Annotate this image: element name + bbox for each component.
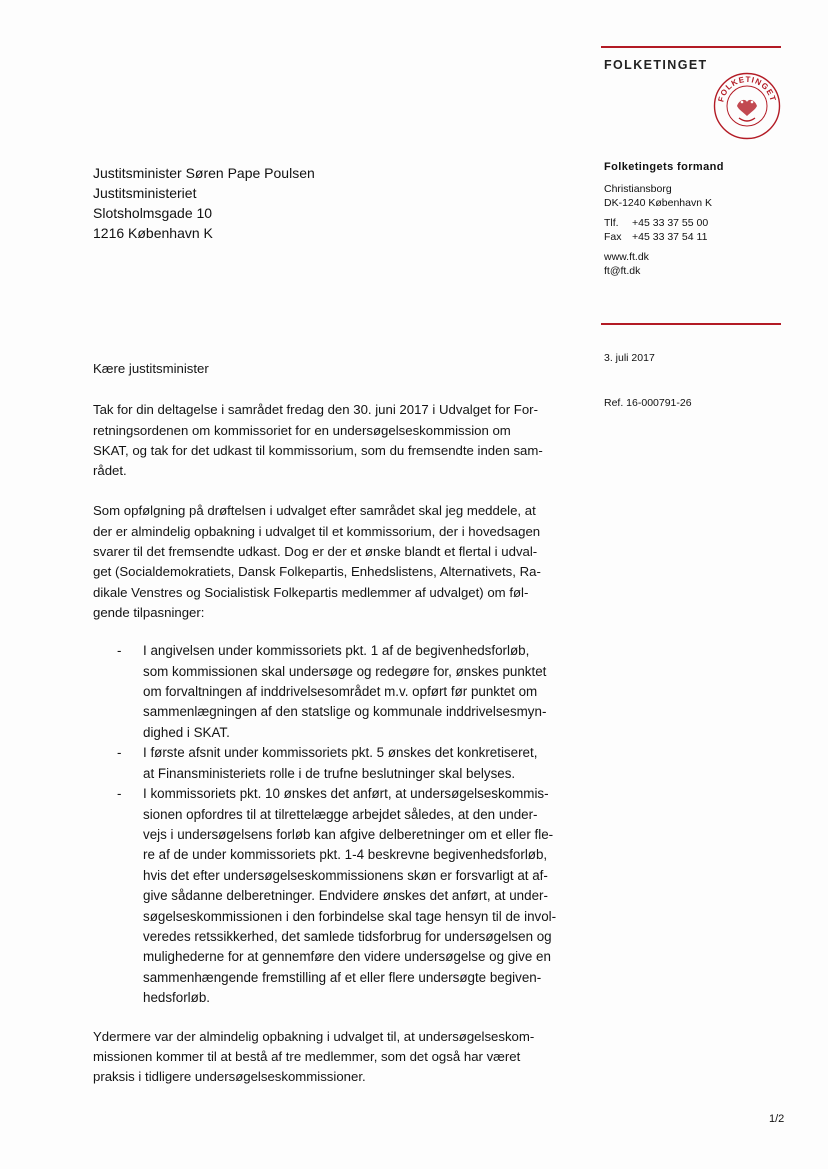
list-line: I angivelsen under kommissoriets pkt. 1 af de begivenhedsforløb, [143, 643, 530, 659]
list-line: veredes retssikkerhed, det samlede tidsforbrug for undersøgelsen og [143, 928, 552, 944]
bullet-dash: - [117, 643, 122, 659]
list-line: dighed i SKAT. [143, 724, 230, 740]
bullet-dash: - [117, 786, 122, 802]
header-rule-top [601, 46, 781, 48]
sender-email: ft@ft.dk [604, 265, 641, 277]
list-line: at Finansministeriets rolle i de trufne beslutninger skal belyses. [143, 765, 516, 781]
list-line: hedsforløb. [143, 990, 210, 1006]
fax-value: +45 33 37 54 11 [632, 231, 708, 243]
salutation: Kære justitsminister [93, 361, 209, 376]
list-line: som kommissionen skal undersøge og redegøre for, ønskes punktet [143, 663, 547, 679]
list-line: om forvaltningen af inddrivelsesområdet m.v. opført før punktet om [143, 684, 538, 700]
paragraph-line: missionen kommer til at bestå af tre medlemmer, som det også har været [93, 1048, 521, 1064]
letter-body [93, 359, 579, 1107]
paragraph-line: retningsordenen om kommissoriet for en undersøgelseskommission om [93, 422, 511, 438]
recipient-org: Justitsministeriet [93, 185, 197, 201]
list-line: søgelseskommissionen i den forbindelse skal tage hensyn til de invol- [143, 908, 557, 924]
header-rule-middle [601, 323, 781, 325]
paragraph-1 [93, 400, 579, 481]
bullet-dash: - [117, 745, 122, 761]
list-line: mulighederne for at gennemføre den videre undersøgelse og give en [143, 949, 551, 965]
recipient-name: Justitsminister Søren Pape Poulsen [93, 165, 315, 181]
list-line: vejs i undersøgelsens forløb kan afgive delberetninger om et eller fle- [143, 826, 554, 842]
sender-address-line2: DK-1240 København K [604, 197, 712, 209]
sender-website: www.ft.dk [604, 251, 649, 263]
page-number: 1/2 [769, 1113, 785, 1125]
brand-name: FOLKETINGET [604, 58, 708, 72]
list-line: hvis det efter undersøgelseskommissionens skøn er forsvarligt at af- [143, 867, 548, 883]
paragraph-line: svarer til det fremsendte udkast. Dog er der et ønske blandt et flertal i udval- [93, 544, 538, 560]
list-line: sammenhængende fremstilling af et eller flere undersøgte begiven- [143, 969, 542, 985]
sender-info [604, 160, 804, 278]
recipient-address [93, 163, 315, 243]
paragraph-3 [93, 1027, 579, 1088]
svg-text:FOLKETINGET [716, 75, 777, 103]
paragraph-line: Som opfølgning på drøftelsen i udvalget efter samrådet skal jeg meddele, at [93, 503, 536, 519]
fax-label: Fax [604, 231, 622, 243]
paragraph-line: rådet. [93, 463, 127, 479]
recipient-street: Slotsholmsgade 10 [93, 205, 213, 221]
list-line: sionen opfordres til at tilrettelægge arbejdet således, at den under- [143, 806, 538, 822]
adjustment-list [93, 641, 579, 1008]
list-line: re af de under kommissoriets pkt. 1-4 beskrevne begivenhedsforløb, [143, 847, 548, 863]
letter-date: 3. juli 2017 [604, 352, 655, 364]
tel-value: +45 33 37 55 00 [632, 217, 709, 229]
paragraph-line: Tak for din deltagelse i samrådet fredag den 30. juni 2017 i Udvalget for For- [93, 402, 538, 418]
list-line: give sådanne delberetninger. Endvidere ønskes det anført, at under- [143, 888, 548, 904]
paragraph-line: gende tilpasninger: [93, 604, 205, 620]
list-item [93, 641, 579, 743]
paragraph-line: SKAT, og tak for det udkast til kommissorium, som du fremsendte inden sam- [93, 442, 543, 458]
seal-lettering: FOLKETINGET [716, 74, 778, 103]
paragraph-line: dikale Venstres og Socialistisk Folkepartis medlemmer af udvalget) om føl- [93, 584, 529, 600]
sender-tel-row [604, 216, 804, 230]
letter-reference: Ref. 16-000791-26 [604, 397, 692, 409]
list-item [93, 784, 579, 1008]
paragraph-line: praksis i tidligere undersøgelseskommissioner. [93, 1069, 366, 1085]
paragraph-line: Ydermere var der almindelig opbakning i udvalget til, at undersøgelseskom- [93, 1028, 535, 1044]
folketinget-seal-icon [713, 72, 781, 140]
list-item [93, 743, 579, 784]
paragraph-2 [93, 501, 579, 623]
paragraph-line: get (Socialdemokratiets, Dansk Folkepartis, Enhedslistens, Alternativets, Ra- [93, 564, 541, 580]
recipient-city: 1216 København K [93, 225, 213, 241]
list-line: sammenlægningen af den statslige og kommunale inddrivelsesmyn- [143, 704, 547, 720]
sender-address-line1: Christiansborg [604, 183, 672, 195]
sender-fax-row [604, 230, 804, 244]
paragraph-line: der er almindelig opbakning i udvalget til et kommissorium, der i hovedsagen [93, 523, 541, 539]
list-line: I kommissoriets pkt. 10 ønskes det anført, at undersøgelseskommis- [143, 786, 549, 802]
sender-title: Folketingets formand [604, 161, 724, 173]
tel-label: Tlf. [604, 217, 619, 229]
list-line: I første afsnit under kommissoriets pkt. 5 ønskes det konkretiseret, [143, 745, 538, 761]
